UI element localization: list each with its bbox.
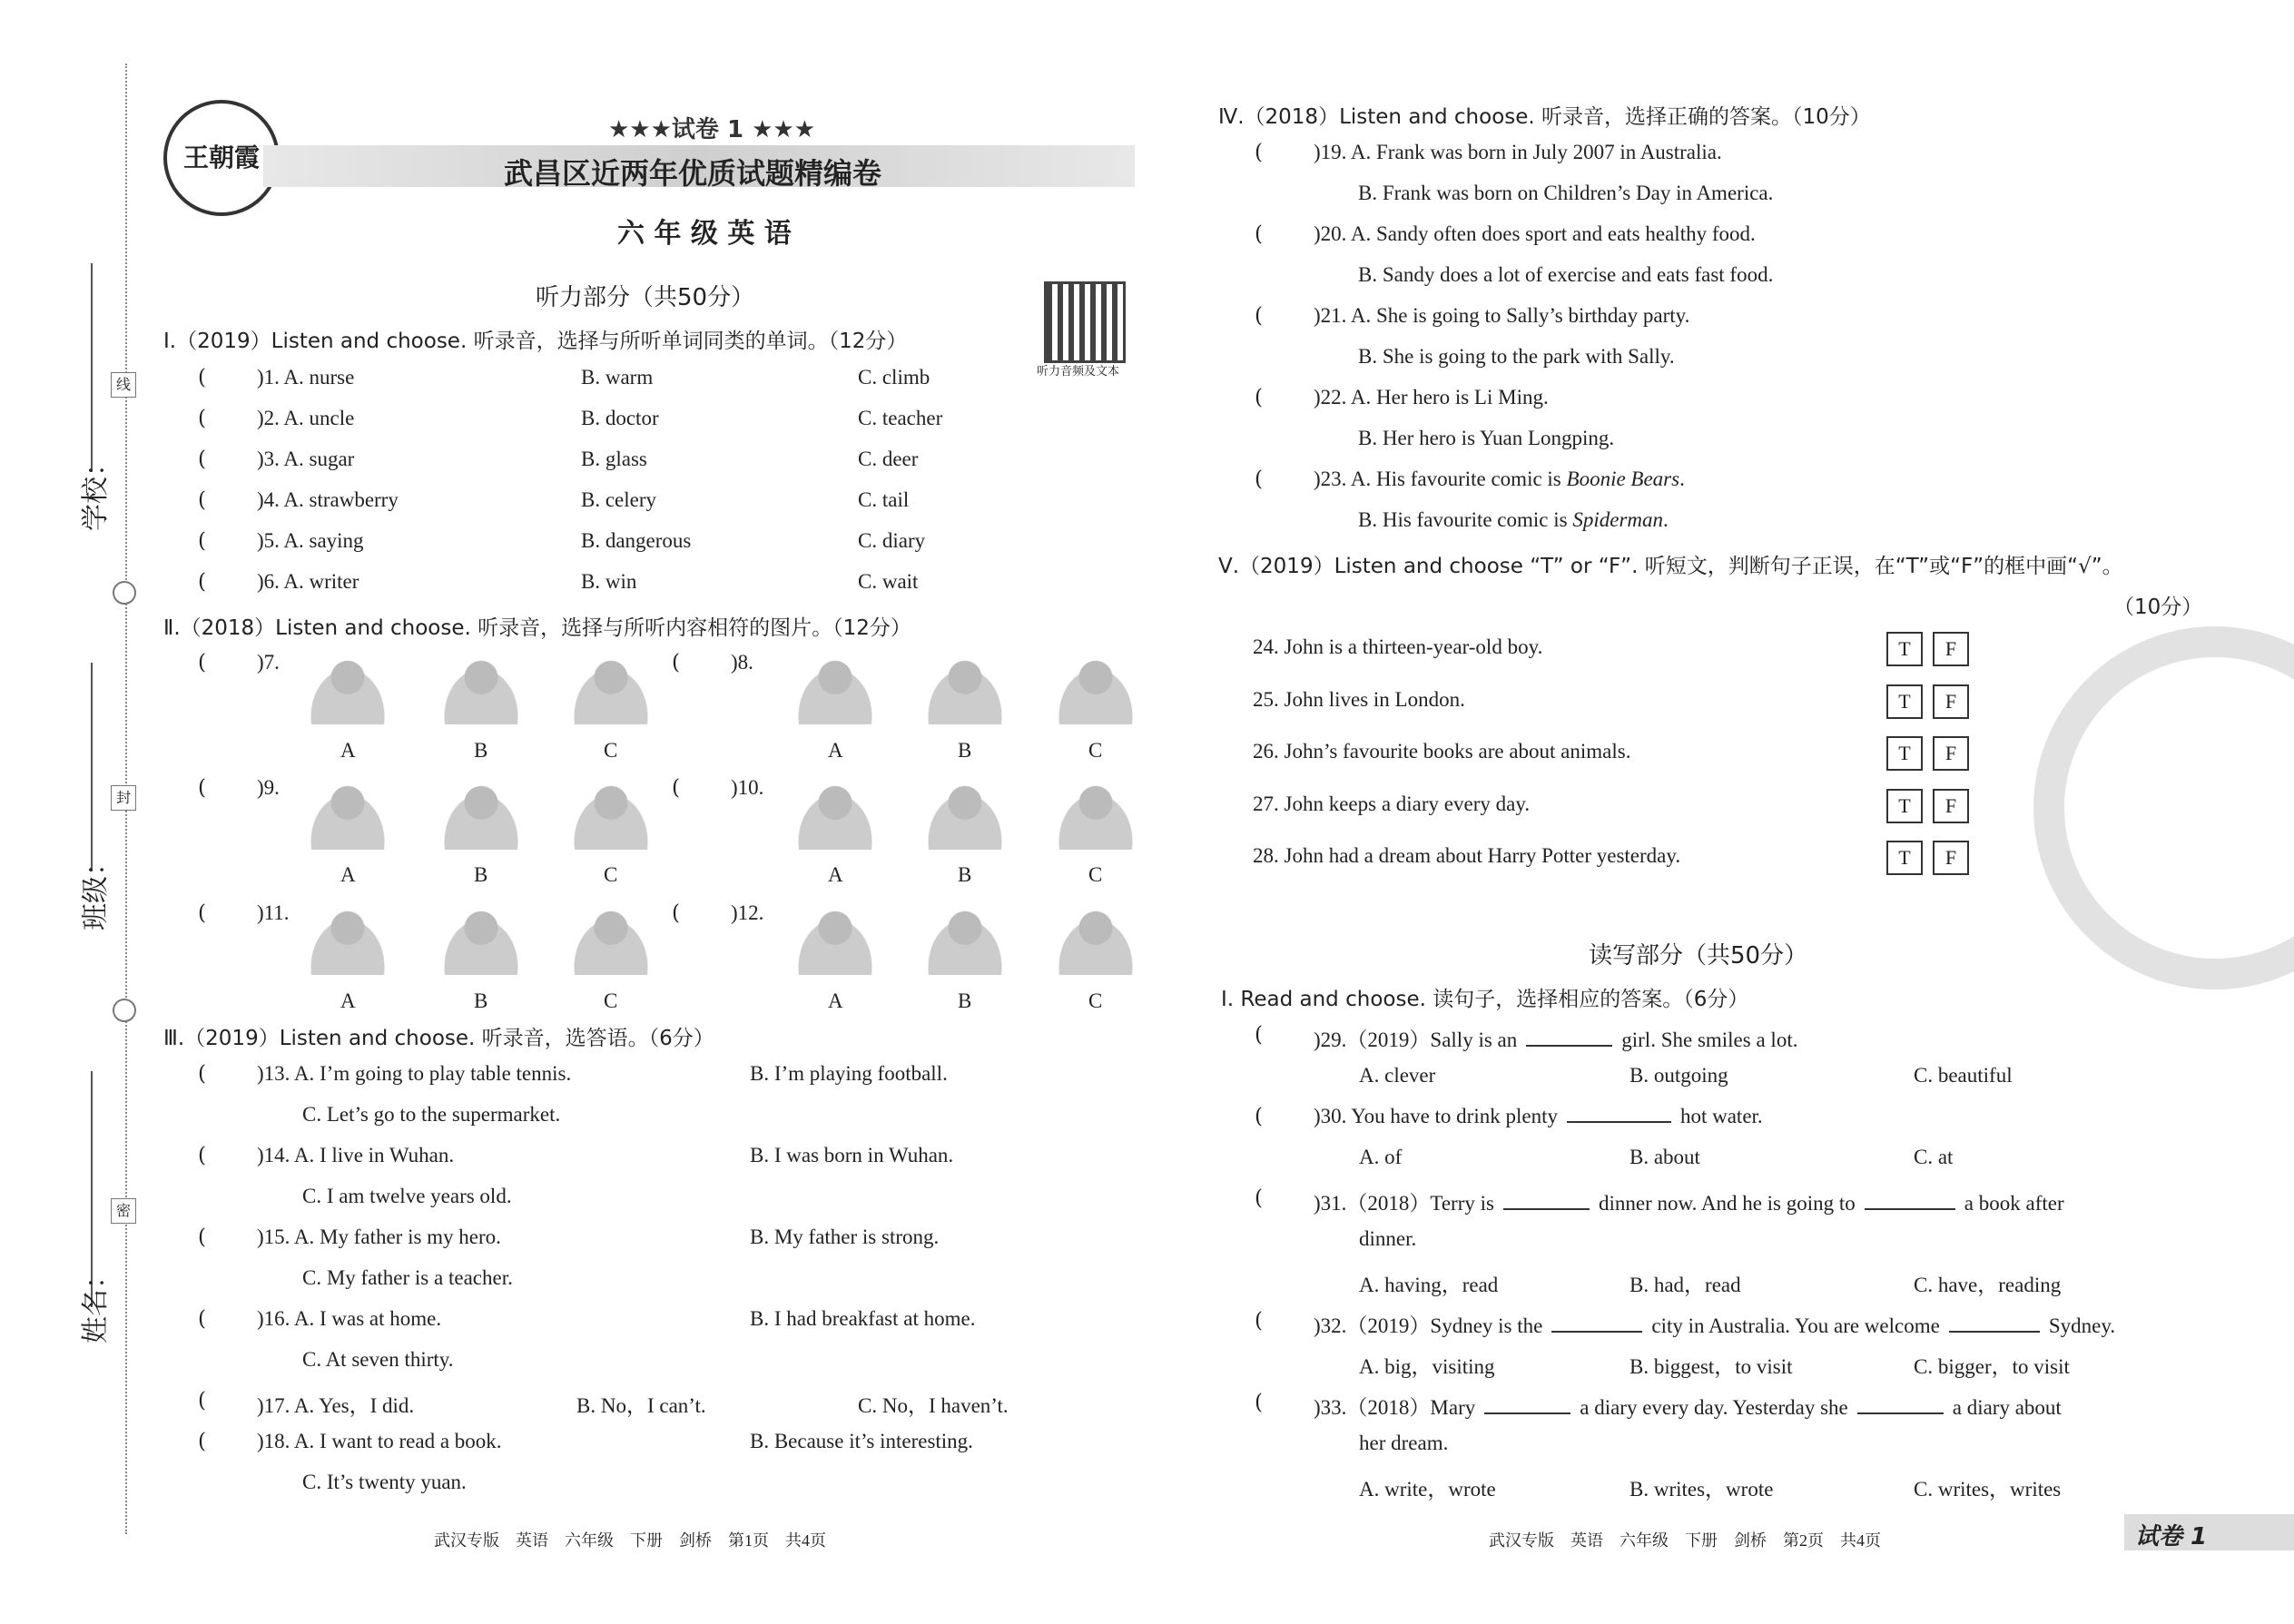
picture-letter: A bbox=[828, 989, 843, 1012]
option-a: )13. A. I’m going to play table tennis. bbox=[257, 1062, 572, 1085]
option-b: B. win bbox=[581, 570, 637, 593]
mark-secret: 密 bbox=[111, 1198, 136, 1224]
picture-letter: B bbox=[958, 739, 972, 762]
part1-title: Ⅰ.（2019）Listen and choose. 听录音，选择与所听单词同类的单词。（12分） bbox=[163, 330, 908, 353]
statement: 25. John lives in London. bbox=[1253, 687, 1465, 711]
illustration-picture bbox=[781, 646, 890, 724]
statement: 28. John had a dream about Harry Potter yesterday. bbox=[1253, 844, 1681, 867]
illustration-picture bbox=[556, 897, 665, 975]
option-a: )6. A. writer bbox=[257, 570, 359, 593]
option-c: C. At seven thirty. bbox=[302, 1348, 454, 1371]
question-text bbox=[1314, 1186, 2064, 1216]
question-text bbox=[1314, 1023, 1797, 1053]
option-a: )16. A. I was at home. bbox=[257, 1307, 442, 1330]
option-b: B. Her hero is Yuan Longping. bbox=[1358, 427, 1615, 449]
option-a: A. of bbox=[1359, 1146, 1403, 1168]
listening-heading: 听力部分（共50分） bbox=[536, 284, 755, 311]
option-b: B. doctor bbox=[581, 407, 659, 429]
false-box[interactable]: F bbox=[1933, 684, 1969, 719]
question-part: a diary every day. Yesterday she bbox=[1580, 1396, 1848, 1419]
option-a: )18. A. I want to read a book. bbox=[257, 1430, 502, 1452]
q9-number: )9. bbox=[257, 776, 280, 799]
option-a: )4. A. strawberry bbox=[257, 488, 399, 511]
option-a: A. having，read bbox=[1359, 1274, 1499, 1296]
option-c: C. No，I haven’t. bbox=[858, 1394, 1009, 1417]
true-box[interactable]: T bbox=[1886, 736, 1923, 771]
option-a: )17. A. Yes，I did. bbox=[257, 1394, 415, 1417]
option-c: C. I am twelve years old. bbox=[302, 1185, 512, 1207]
illustration-picture bbox=[556, 646, 665, 724]
answer-paren: ( bbox=[1255, 1186, 1263, 1210]
part3-title: Ⅲ.（2019）Listen and choose. 听录音，选答语。（6分） bbox=[163, 1027, 714, 1050]
illustration-picture bbox=[293, 772, 402, 850]
option-b: B. Sandy does a lot of exercise and eats fast food. bbox=[1358, 263, 1774, 286]
part5-points: （10分） bbox=[2113, 595, 2203, 619]
picture-letter: A bbox=[828, 863, 843, 886]
false-box[interactable]: F bbox=[1933, 736, 1969, 771]
answer-paren: ( bbox=[1255, 222, 1263, 246]
question-part: )31.（2018）Terry is bbox=[1314, 1192, 1494, 1215]
option-b: B. No，I can’t. bbox=[576, 1394, 706, 1417]
illustration-picture bbox=[556, 772, 665, 850]
answer-paren: ( bbox=[1255, 1105, 1263, 1128]
true-box[interactable]: T bbox=[1886, 632, 1923, 666]
page-title: 武昌区近两年优质试题精编卷 bbox=[504, 156, 882, 191]
answer-paren: ( bbox=[198, 448, 206, 471]
part4-title: Ⅳ.（2018）Listen and choose. 听录音，选择正确的答案。（10分） bbox=[1218, 105, 1871, 129]
mark-line: 线 bbox=[111, 372, 136, 398]
qr-caption: 听力音频及文本 bbox=[1037, 365, 1120, 379]
answer-blank[interactable] bbox=[1484, 1412, 1570, 1414]
option-a: )1. A. nurse bbox=[257, 366, 355, 389]
illustration-picture bbox=[911, 646, 1019, 724]
illustration-picture bbox=[781, 897, 890, 975]
school-label: 学校： bbox=[80, 449, 112, 531]
question-part: girl. She smiles a lot. bbox=[1621, 1029, 1798, 1051]
binding-hole-icon bbox=[113, 581, 136, 605]
q11-number: )11. bbox=[257, 901, 290, 924]
illustration-picture bbox=[1041, 772, 1150, 850]
question-part: )30. You have to drink plenty bbox=[1314, 1105, 1558, 1127]
option-b: B. I had breakfast at home. bbox=[750, 1307, 976, 1330]
answer-paren: ( bbox=[198, 488, 206, 512]
picture-letter: C bbox=[1088, 863, 1103, 886]
picture-letter: B bbox=[474, 989, 488, 1012]
class-label: 班级： bbox=[80, 849, 112, 930]
picture-letter: B bbox=[958, 863, 972, 886]
picture-letter: C bbox=[1088, 989, 1103, 1012]
picture-letter: C bbox=[604, 989, 618, 1012]
answer-paren: ( bbox=[1255, 1391, 1263, 1414]
option-a: A. big，visiting bbox=[1359, 1355, 1495, 1378]
statement: 26. John’s favourite books are about animals. bbox=[1253, 740, 1631, 763]
option-a: )15. A. My father is my hero. bbox=[257, 1225, 501, 1248]
picture-letter: A bbox=[340, 989, 356, 1012]
answer-paren: ( bbox=[198, 1062, 206, 1086]
option-c: C. bigger，to visit bbox=[1914, 1355, 2070, 1378]
option-b: B. about bbox=[1629, 1146, 1700, 1168]
option-c: C. beautiful bbox=[1914, 1064, 2013, 1087]
illustration-picture bbox=[293, 646, 402, 724]
question-part: dinner now. And he is going to bbox=[1598, 1192, 1856, 1215]
picture-letter: A bbox=[340, 863, 356, 886]
answer-paren: ( bbox=[198, 366, 206, 389]
answer-paren: ( bbox=[1255, 468, 1263, 491]
answer-blank[interactable] bbox=[1503, 1207, 1590, 1210]
answer-paren: ( bbox=[198, 1144, 206, 1167]
picture-letter: B bbox=[474, 863, 488, 886]
illustration-picture bbox=[427, 897, 536, 975]
illustration-picture bbox=[1041, 897, 1150, 975]
q8-number: )8. bbox=[731, 651, 753, 674]
option-c: C. teacher bbox=[858, 407, 943, 429]
true-box[interactable]: T bbox=[1886, 684, 1923, 719]
option-text: )23. A. His favourite comic is bbox=[1314, 468, 1567, 490]
illustration-picture bbox=[911, 772, 1019, 850]
answer-blank[interactable] bbox=[1551, 1330, 1642, 1333]
option-b: B. His favourite comic is Spiderman. bbox=[1358, 508, 1669, 531]
logo-seal bbox=[163, 100, 280, 216]
option-a: )14. A. I live in Wuhan. bbox=[257, 1144, 455, 1166]
statement: 27. John keeps a diary every day. bbox=[1253, 792, 1531, 815]
answer-paren: ( bbox=[1255, 141, 1263, 164]
illustration-picture bbox=[427, 646, 536, 724]
answer-paren: ( bbox=[198, 1430, 206, 1453]
answer-paren: ( bbox=[198, 570, 206, 594]
question-continued: her dream. bbox=[1359, 1432, 1449, 1454]
mark-seal: 封 bbox=[111, 785, 136, 811]
option-a: A. clever bbox=[1359, 1064, 1436, 1087]
option-c: C. wait bbox=[858, 570, 919, 593]
comic-title: Spiderman bbox=[1572, 508, 1664, 531]
option-a: )5. A. saying bbox=[257, 529, 364, 552]
picture-letter: B bbox=[474, 739, 488, 762]
question-part: a diary about bbox=[1952, 1396, 2062, 1419]
logo-text: 王朝霞 bbox=[182, 143, 260, 172]
option-a: )22. A. Her hero is Li Ming. bbox=[1314, 386, 1549, 408]
option-a: )2. A. uncle bbox=[257, 407, 355, 429]
false-box[interactable]: F bbox=[1933, 841, 1969, 875]
illustration-picture bbox=[293, 897, 402, 975]
option-c: C. deer bbox=[858, 448, 919, 470]
option-b: B. Frank was born on Children’s Day in America. bbox=[1358, 182, 1774, 204]
picture-letter: A bbox=[340, 739, 356, 762]
footer-left: 武汉专版 英语 六年级 下册 剑桥 第1页 共4页 bbox=[434, 1531, 826, 1550]
name-label: 姓名： bbox=[80, 1262, 112, 1343]
option-text: B. His favourite comic is bbox=[1358, 508, 1573, 531]
option-c: C. diary bbox=[858, 529, 926, 552]
qr-code-icon[interactable] bbox=[1044, 281, 1126, 363]
part5-title: Ⅴ.（2019）Listen and choose “T” or “F”. 听短文，判断句子正误，在“T”或“F”的框中画“√”。 bbox=[1218, 555, 2123, 578]
option-b: B. biggest，to visit bbox=[1629, 1355, 1793, 1378]
option-b: B. celery bbox=[581, 488, 657, 511]
q10-number: )10. bbox=[731, 776, 764, 799]
false-box[interactable]: F bbox=[1933, 789, 1969, 823]
option-c: C. My father is a teacher. bbox=[302, 1266, 513, 1289]
picture-letter: C bbox=[604, 863, 618, 886]
option-b: B. dangerous bbox=[581, 529, 692, 552]
true-box[interactable]: T bbox=[1886, 841, 1923, 875]
illustration-picture bbox=[1041, 646, 1150, 724]
answer-paren: ( bbox=[198, 1225, 206, 1249]
class-underline bbox=[91, 663, 93, 871]
answer-paren: ( bbox=[198, 407, 206, 430]
illustration-picture bbox=[427, 772, 536, 850]
false-box[interactable]: F bbox=[1933, 632, 1969, 666]
option-c: C. It’s twenty yuan. bbox=[302, 1471, 467, 1493]
option-a: )20. A. Sandy often does sport and eats healthy food. bbox=[1314, 222, 1756, 245]
question-text bbox=[1314, 1309, 2115, 1339]
subject-title: 六 年 级 英 语 bbox=[617, 218, 792, 250]
option-b: B. had，read bbox=[1629, 1274, 1741, 1296]
option-c: C. at bbox=[1914, 1146, 1954, 1168]
option-b: B. She is going to the park with Sally. bbox=[1358, 345, 1675, 368]
answer-paren: ( bbox=[1255, 304, 1263, 328]
question-part: a book after bbox=[1964, 1192, 2064, 1215]
part2-title: Ⅱ.（2018）Listen and choose. 听录音，选择与所听内容相符的图片。（12分） bbox=[163, 616, 911, 640]
option-c: C. climb bbox=[858, 366, 930, 389]
option-a: )3. A. sugar bbox=[257, 448, 355, 470]
q7-number: )7. bbox=[257, 651, 280, 674]
answer-paren: ( bbox=[198, 1389, 206, 1412]
school-underline bbox=[91, 263, 93, 472]
option-c: C. writes，writes bbox=[1914, 1478, 2062, 1501]
option-c: C. Let’s go to the supermarket. bbox=[302, 1103, 561, 1126]
answer-blank[interactable] bbox=[1526, 1044, 1612, 1047]
question-part: )33.（2018）Mary bbox=[1314, 1396, 1476, 1419]
answer-paren: ( bbox=[1255, 386, 1263, 409]
reading-part1-title: Ⅰ. Read and choose. 读句子，选择相应的答案。（6分） bbox=[1221, 988, 1749, 1011]
illustration-picture bbox=[911, 897, 1019, 975]
question-text bbox=[1314, 1391, 2062, 1421]
option-b: B. writes，wrote bbox=[1629, 1478, 1774, 1501]
answer-blank[interactable] bbox=[1857, 1412, 1944, 1414]
secret-watermark-icon bbox=[2033, 626, 2294, 989]
option-b: B. Because it’s interesting. bbox=[750, 1430, 973, 1452]
question-part: Sydney. bbox=[2048, 1314, 2116, 1337]
answer-blank[interactable] bbox=[1865, 1207, 1955, 1210]
answer-blank[interactable] bbox=[1949, 1330, 2040, 1333]
picture-letter: A bbox=[828, 739, 843, 762]
option-b: B. I’m playing football. bbox=[750, 1062, 948, 1085]
option-c: C. have，reading bbox=[1914, 1274, 2062, 1296]
option-a: )23. A. His favourite comic is Boonie Bears. bbox=[1314, 468, 1685, 490]
option-b: B. My father is strong. bbox=[750, 1225, 940, 1248]
answer-blank[interactable] bbox=[1567, 1120, 1671, 1123]
true-box[interactable]: T bbox=[1886, 789, 1923, 823]
illustration-picture bbox=[781, 772, 890, 850]
answer-paren: ( bbox=[198, 529, 206, 553]
statement: 24. John is a thirteen-year-old boy. bbox=[1253, 635, 1543, 658]
picture-letter: C bbox=[1088, 739, 1103, 762]
answer-paren: ( bbox=[1255, 1023, 1263, 1047]
paper-label: ★★★试卷 1 ★★★ bbox=[608, 116, 816, 143]
q12-number: )12. bbox=[731, 901, 764, 924]
picture-letter: C bbox=[604, 739, 618, 762]
option-b: B. warm bbox=[581, 366, 654, 389]
option-a: )19. A. Frank was born in July 2007 in Australia. bbox=[1314, 141, 1722, 163]
option-b: B. I was born in Wuhan. bbox=[750, 1144, 954, 1166]
answer-paren: ( bbox=[1255, 1309, 1263, 1333]
reading-heading: 读写部分（共50分） bbox=[1589, 942, 1808, 969]
question-text bbox=[1314, 1105, 1763, 1128]
question-continued: dinner. bbox=[1359, 1227, 1417, 1250]
question-part: hot water. bbox=[1679, 1105, 1763, 1127]
footer-tag: 试卷 1 bbox=[2135, 1523, 2208, 1550]
option-a: A. write，wrote bbox=[1359, 1478, 1496, 1501]
question-part: )29.（2019）Sally is an bbox=[1314, 1029, 1518, 1051]
picture-letter: B bbox=[958, 989, 972, 1012]
option-b: B. glass bbox=[581, 448, 647, 470]
binding-hole-icon bbox=[113, 999, 136, 1022]
comic-title: Boonie Bears bbox=[1566, 468, 1680, 490]
footer-right: 武汉专版 英语 六年级 下册 剑桥 第2页 共4页 bbox=[1489, 1531, 1881, 1550]
option-a: )21. A. She is going to Sally’s birthday party. bbox=[1314, 304, 1690, 327]
option-b: B. outgoing bbox=[1629, 1064, 1728, 1087]
answer-paren: ( bbox=[198, 1307, 206, 1331]
option-c: C. tail bbox=[858, 488, 910, 511]
question-part: )32.（2019）Sydney is the bbox=[1314, 1314, 1543, 1337]
question-part: city in Australia. You are welcome bbox=[1651, 1314, 1940, 1337]
